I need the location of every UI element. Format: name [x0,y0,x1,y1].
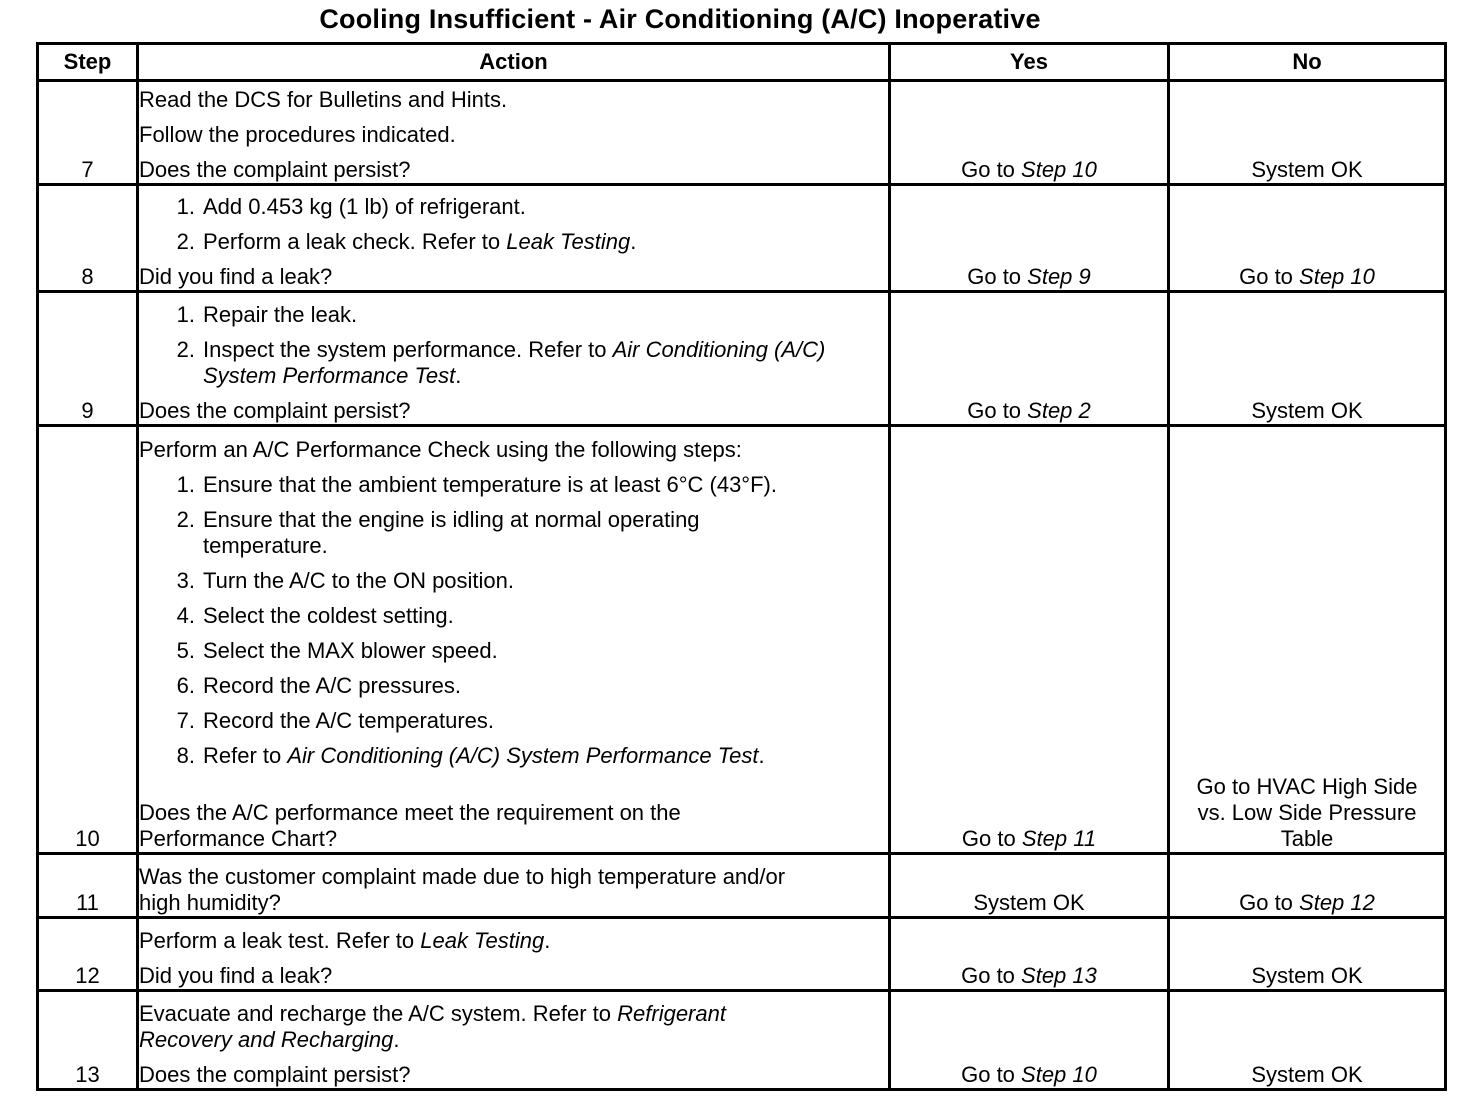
table-row [38,426,1446,854]
list-text: Add 0.453 kg (1 lb) of refrigerant. [203,194,526,219]
list-text: Repair the leak. [203,302,358,327]
step-link[interactable]: Step 10 [1299,264,1375,289]
list-item [139,507,888,559]
action-question: Does the complaint persist? [139,157,411,182]
step-number: 9 [38,292,138,426]
list-text: Record the A/C temperatures. [203,708,495,733]
list-number: 1. [176,472,195,497]
reference-link[interactable]: Air Conditioning (A/C) System Performance Test [203,337,826,388]
action-question: Was the customer complaint made due to high temperature and/or high humidity? [139,864,786,915]
header-step: Step [38,44,138,81]
list-text: Refer to [203,743,288,768]
no-cell [1169,185,1446,292]
yes-cell: System OK [890,854,1169,918]
action-question: Does the A/C performance meet the requirement on the Performance Chart? [139,800,681,851]
action-line: Follow the procedures indicated. [139,122,456,147]
reference-link[interactable]: Leak Testing [420,928,545,953]
action-line [139,928,888,954]
action-question: Did you find a leak? [139,264,333,289]
yes-cell [890,991,1169,1090]
no-cell [1169,854,1446,918]
reference-link[interactable]: Refrigerant Recovery and Recharging [139,1001,726,1052]
action-question: Did you find a leak? [139,963,333,988]
list-item [139,194,888,220]
list-text: Ensure that the engine is idling at normal operating temperature. [203,507,700,558]
list-item [139,568,888,594]
yes-text: Go to [967,264,1028,289]
no-cell: Go to HVAC High Side vs. Low Side Pressure Table [1169,426,1446,854]
action-cell [138,185,890,292]
step-link[interactable]: Step 11 [1021,826,1097,851]
header-row [38,44,1446,81]
no-cell: System OK [1169,81,1446,185]
no-text: Go to [1239,264,1300,289]
page-title: Cooling Insufficient - Air Conditioning (A/C) Inoperative [319,4,1041,34]
yes-text: Go to [967,398,1028,423]
table-row [38,292,1446,426]
step-link[interactable]: Step 2 [1027,398,1091,423]
step-number: 12 [38,918,138,991]
step-link[interactable]: Step 10 [1021,1062,1097,1087]
step-link[interactable]: Step 13 [1021,963,1097,988]
step-link[interactable]: Step 12 [1299,890,1375,915]
step-number: 11 [38,854,138,918]
reference-link[interactable]: Air Conditioning (A/C) System Performance Test [287,743,759,768]
list-number: 2. [176,229,195,254]
list-number: 6. [176,673,195,698]
list-number: 3. [176,568,195,593]
step-number: 10 [38,426,138,854]
table-row [38,991,1446,1090]
list-item [139,472,888,498]
list-number: 2. [176,337,195,362]
yes-text: Go to [961,157,1022,182]
step-link[interactable]: Step 9 [1027,264,1091,289]
diagnostic-table [36,42,1447,1091]
table-row [38,854,1446,918]
list-text: Select the MAX blower speed. [203,638,498,663]
list-number: 5. [176,638,195,663]
list-item [139,229,888,255]
no-text: Go to [1239,890,1300,915]
header-yes: Yes [890,44,1169,81]
list-item [139,743,888,769]
list-text: Turn the A/C to the ON position. [203,568,515,593]
step-number: 13 [38,991,138,1090]
punctuation: . [393,1027,400,1052]
step-number: 7 [38,81,138,185]
list-text: Perform a leak check. Refer to [203,229,507,254]
action-cell [138,991,890,1090]
yes-text: Go to [961,826,1022,851]
action-text: Evacuate and recharge the A/C system. Refer to [139,1001,618,1026]
list-item [139,302,888,328]
list-item [139,337,888,389]
list-number: 2. [176,507,195,532]
list-item [139,603,888,629]
list-number: 7. [176,708,195,733]
yes-cell [890,81,1169,185]
action-question: Does the complaint persist? [139,398,411,423]
yes-cell [890,918,1169,991]
action-intro: Perform an A/C Performance Check using the following steps: [139,437,742,462]
yes-cell [890,426,1169,854]
no-cell: System OK [1169,918,1446,991]
table-row [38,185,1446,292]
punctuation: . [758,743,765,768]
list-text: Ensure that the ambient temperature is at least 6°C (43°F). [203,472,777,497]
list-text: Record the A/C pressures. [203,673,462,698]
list-number: 1. [176,302,195,327]
list-item [139,708,888,734]
header-no: No [1169,44,1446,81]
yes-cell [890,292,1169,426]
action-line: Read the DCS for Bulletins and Hints. [139,87,508,112]
yes-text: Go to [961,963,1022,988]
list-number: 8. [176,743,195,768]
action-cell [138,918,890,991]
action-cell [138,854,890,918]
list-item [139,638,888,664]
reference-link[interactable]: Leak Testing [506,229,631,254]
action-line [139,1001,888,1053]
punctuation: . [544,928,551,953]
header-action: Action [138,44,890,81]
no-cell: System OK [1169,292,1446,426]
action-cell [138,426,890,854]
yes-cell [890,185,1169,292]
no-cell: System OK [1169,991,1446,1090]
table-row [38,918,1446,991]
action-question: Does the complaint persist? [139,1062,411,1087]
action-cell [138,81,890,185]
list-item [139,673,888,699]
list-text: Inspect the system performance. Refer to [203,337,613,362]
list-number: 4. [176,603,195,628]
punctuation: . [455,363,462,388]
step-link[interactable]: Step 10 [1021,157,1097,182]
yes-text: Go to [961,1062,1022,1087]
step-number: 8 [38,185,138,292]
list-number: 1. [176,194,195,219]
action-cell [138,292,890,426]
list-text: Select the coldest setting. [203,603,454,628]
action-text: Perform a leak test. Refer to [139,928,421,953]
table-row [38,81,1446,185]
punctuation: . [630,229,637,254]
